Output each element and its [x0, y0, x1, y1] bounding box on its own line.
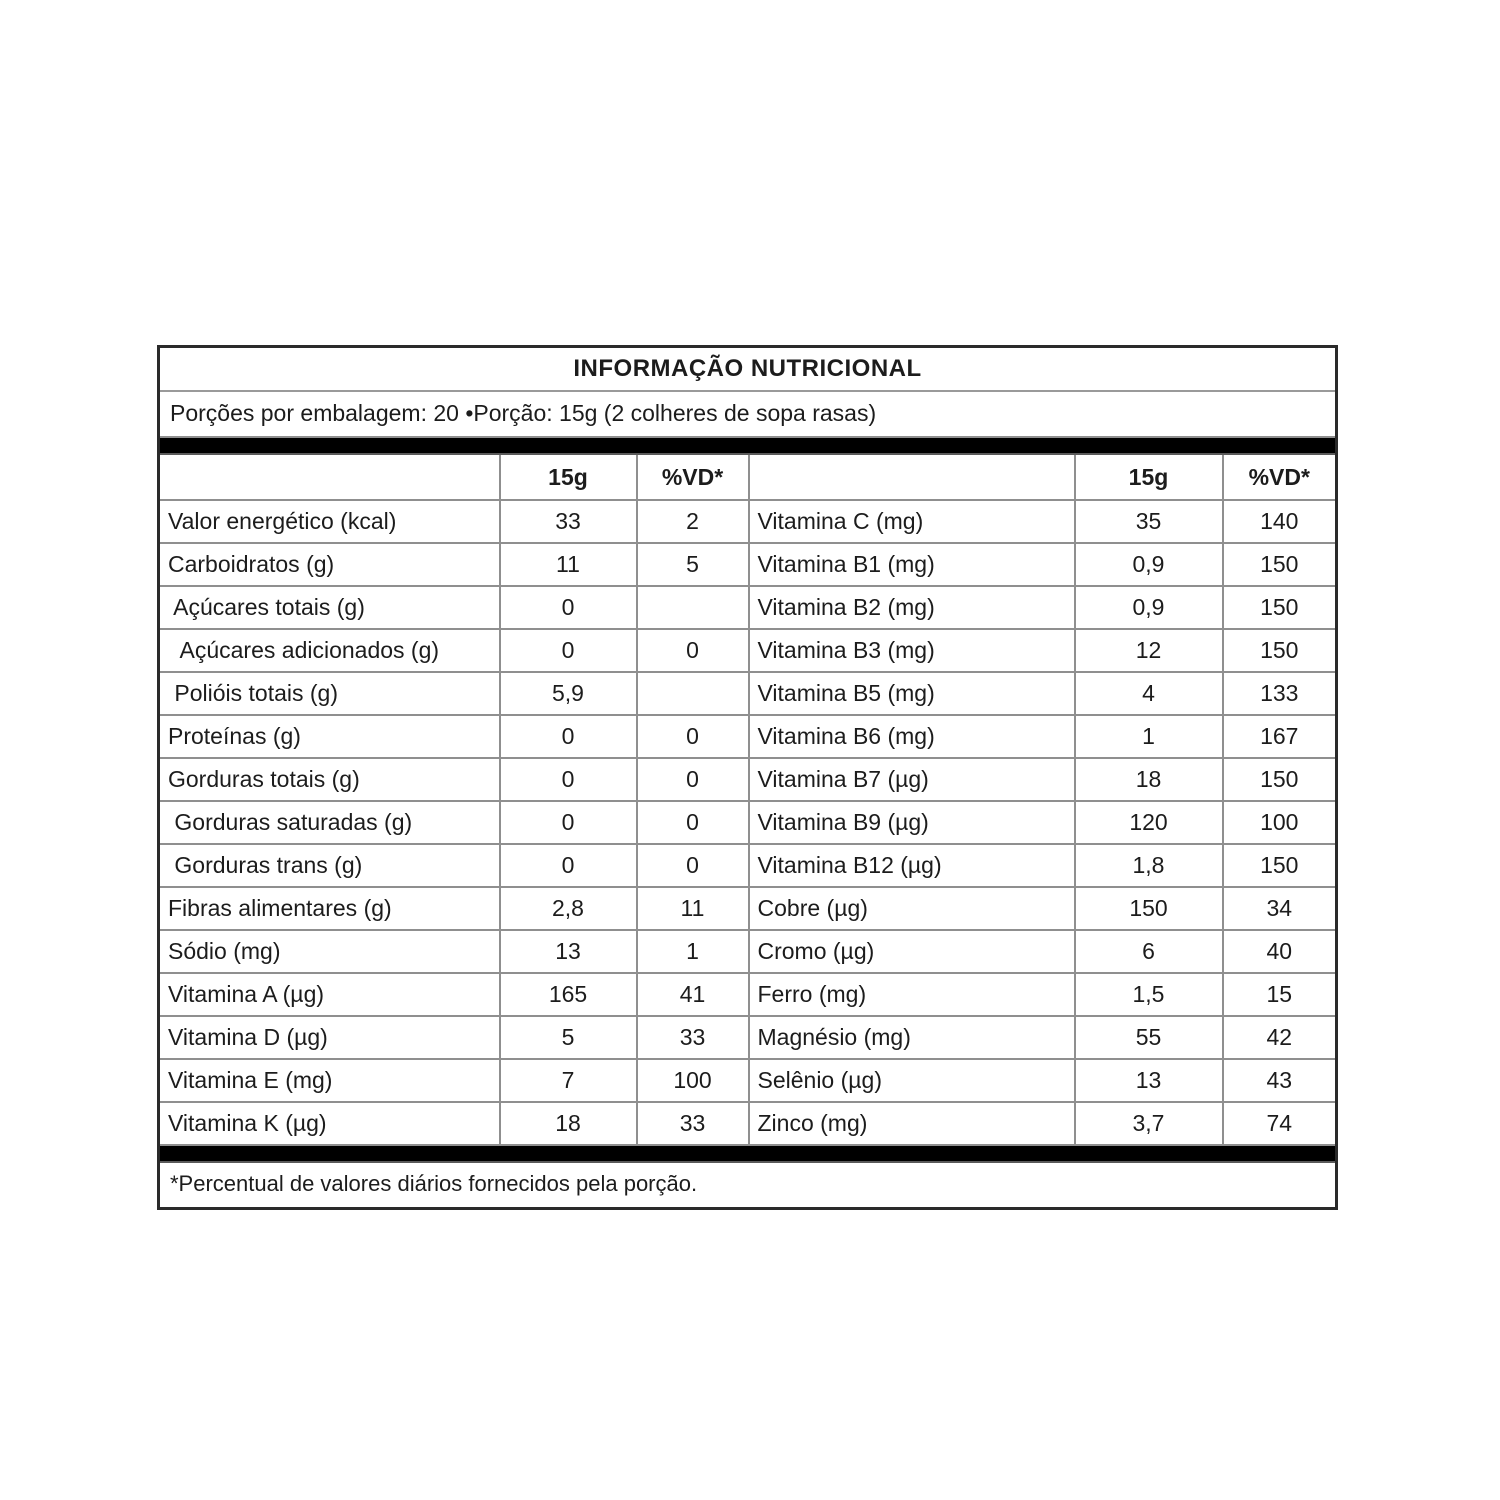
dv-header-left: %VD* [637, 454, 749, 500]
nutrient-label: Vitamina D (µg) [159, 1016, 500, 1059]
dv-value: 100 [637, 1059, 749, 1102]
dv-value: 5 [637, 543, 749, 586]
amount-value: 12 [1075, 629, 1223, 672]
dv-value: 150 [1223, 629, 1337, 672]
footnote-row [159, 1162, 1337, 1209]
dv-value: 42 [1223, 1016, 1337, 1059]
amount-value: 0 [500, 629, 637, 672]
nutrition-facts-table [157, 345, 1338, 1210]
dv-value: 1 [637, 930, 749, 973]
dv-value: 43 [1223, 1059, 1337, 1102]
nutrient-label: Vitamina B12 (µg) [749, 844, 1075, 887]
nutrient-row [159, 1102, 1337, 1145]
nutrient-label: Valor energético (kcal) [159, 500, 500, 543]
amount-value: 2,8 [500, 887, 637, 930]
amount-value: 0 [500, 844, 637, 887]
nutrient-label: Gorduras saturadas (g) [159, 801, 500, 844]
dv-value: 100 [1223, 801, 1337, 844]
nutrient-label: Selênio (µg) [749, 1059, 1075, 1102]
amount-value: 1,8 [1075, 844, 1223, 887]
dv-value: 0 [637, 715, 749, 758]
nutrient-label: Zinco (mg) [749, 1102, 1075, 1145]
amount-value: 165 [500, 973, 637, 1016]
dv-value: 150 [1223, 543, 1337, 586]
nutrient-label: Vitamina B5 (mg) [749, 672, 1075, 715]
amount-value: 0,9 [1075, 586, 1223, 629]
nutrient-label: Cobre (µg) [749, 887, 1075, 930]
blank-header-cell-left [159, 454, 500, 500]
amount-value: 5,9 [500, 672, 637, 715]
nutrient-label: Proteínas (g) [159, 715, 500, 758]
amount-value: 120 [1075, 801, 1223, 844]
nutrient-row [159, 973, 1337, 1016]
nutrient-label: Vitamina B9 (µg) [749, 801, 1075, 844]
dv-value: 133 [1223, 672, 1337, 715]
nutrient-label: Vitamina C (mg) [749, 500, 1075, 543]
amount-value: 13 [1075, 1059, 1223, 1102]
dv-value: 33 [637, 1016, 749, 1059]
dv-value: 41 [637, 973, 749, 1016]
nutrient-row [159, 758, 1337, 801]
dv-value: 140 [1223, 500, 1337, 543]
nutrient-label: Sódio (mg) [159, 930, 500, 973]
dv-value: 15 [1223, 973, 1337, 1016]
divider-bar-bottom [159, 1145, 1337, 1162]
nutrient-row [159, 500, 1337, 543]
amount-value: 3,7 [1075, 1102, 1223, 1145]
amount-value: 33 [500, 500, 637, 543]
amount-value: 13 [500, 930, 637, 973]
amount-value: 7 [500, 1059, 637, 1102]
blank-header-cell-right [749, 454, 1075, 500]
nutrient-label: Vitamina K (µg) [159, 1102, 500, 1145]
amount-value: 35 [1075, 500, 1223, 543]
nutrient-label: Vitamina B2 (mg) [749, 586, 1075, 629]
nutrient-label: Cromo (µg) [749, 930, 1075, 973]
dv-header-right: %VD* [1223, 454, 1337, 500]
table-title: INFORMAÇÃO NUTRICIONAL [159, 347, 1337, 392]
amount-value: 0 [500, 715, 637, 758]
dv-value: 167 [1223, 715, 1337, 758]
nutrient-label: Gorduras trans (g) [159, 844, 500, 887]
dv-value [637, 586, 749, 629]
amount-value: 18 [1075, 758, 1223, 801]
nutrient-label: Vitamina A (µg) [159, 973, 500, 1016]
nutrient-label: Açúcares totais (g) [159, 586, 500, 629]
dv-value: 2 [637, 500, 749, 543]
dv-value: 34 [1223, 887, 1337, 930]
amount-value: 55 [1075, 1016, 1223, 1059]
amount-header-left: 15g [500, 454, 637, 500]
dv-value [637, 672, 749, 715]
amount-value: 150 [1075, 887, 1223, 930]
nutrient-label: Vitamina B6 (mg) [749, 715, 1075, 758]
nutrient-row [159, 887, 1337, 930]
dv-value: 150 [1223, 844, 1337, 887]
amount-value: 1 [1075, 715, 1223, 758]
nutrient-label: Carboidratos (g) [159, 543, 500, 586]
table-title-row [159, 347, 1337, 392]
nutrient-row [159, 715, 1337, 758]
column-header-row [159, 454, 1337, 500]
dv-value: 74 [1223, 1102, 1337, 1145]
dv-value: 40 [1223, 930, 1337, 973]
nutrient-row [159, 586, 1337, 629]
serving-info: Porções por embalagem: 20 •Porção: 15g (2 colheres de sopa rasas) [159, 391, 1337, 437]
amount-header-right: 15g [1075, 454, 1223, 500]
dv-value: 33 [637, 1102, 749, 1145]
dv-value: 150 [1223, 758, 1337, 801]
amount-value: 0 [500, 586, 637, 629]
nutrient-row [159, 930, 1337, 973]
amount-value: 18 [500, 1102, 637, 1145]
divider-bar-top [159, 437, 1337, 454]
nutrient-label: Fibras alimentares (g) [159, 887, 500, 930]
nutrient-row [159, 844, 1337, 887]
nutrient-label: Vitamina E (mg) [159, 1059, 500, 1102]
amount-value: 5 [500, 1016, 637, 1059]
dv-value: 0 [637, 629, 749, 672]
amount-value: 0 [500, 801, 637, 844]
nutrient-label: Ferro (mg) [749, 973, 1075, 1016]
nutrient-label: Gorduras totais (g) [159, 758, 500, 801]
nutrient-label: Vitamina B3 (mg) [749, 629, 1075, 672]
footnote-text: *Percentual de valores diários fornecidos pela porção. [159, 1162, 1337, 1209]
dv-value: 0 [637, 758, 749, 801]
nutrient-row [159, 629, 1337, 672]
amount-value: 1,5 [1075, 973, 1223, 1016]
dv-value: 150 [1223, 586, 1337, 629]
dv-value: 11 [637, 887, 749, 930]
nutrient-row [159, 543, 1337, 586]
nutrient-row [159, 1059, 1337, 1102]
nutrient-label: Açúcares adicionados (g) [159, 629, 500, 672]
nutrient-label: Vitamina B7 (µg) [749, 758, 1075, 801]
dv-value: 0 [637, 801, 749, 844]
amount-value: 0,9 [1075, 543, 1223, 586]
dv-value: 0 [637, 844, 749, 887]
amount-value: 6 [1075, 930, 1223, 973]
nutrient-row [159, 1016, 1337, 1059]
amount-value: 0 [500, 758, 637, 801]
nutrient-label: Magnésio (mg) [749, 1016, 1075, 1059]
nutrient-label: Vitamina B1 (mg) [749, 543, 1075, 586]
nutrient-label: Polióis totais (g) [159, 672, 500, 715]
nutrient-row [159, 801, 1337, 844]
amount-value: 4 [1075, 672, 1223, 715]
serving-info-row [159, 391, 1337, 437]
amount-value: 11 [500, 543, 637, 586]
nutrient-row [159, 672, 1337, 715]
